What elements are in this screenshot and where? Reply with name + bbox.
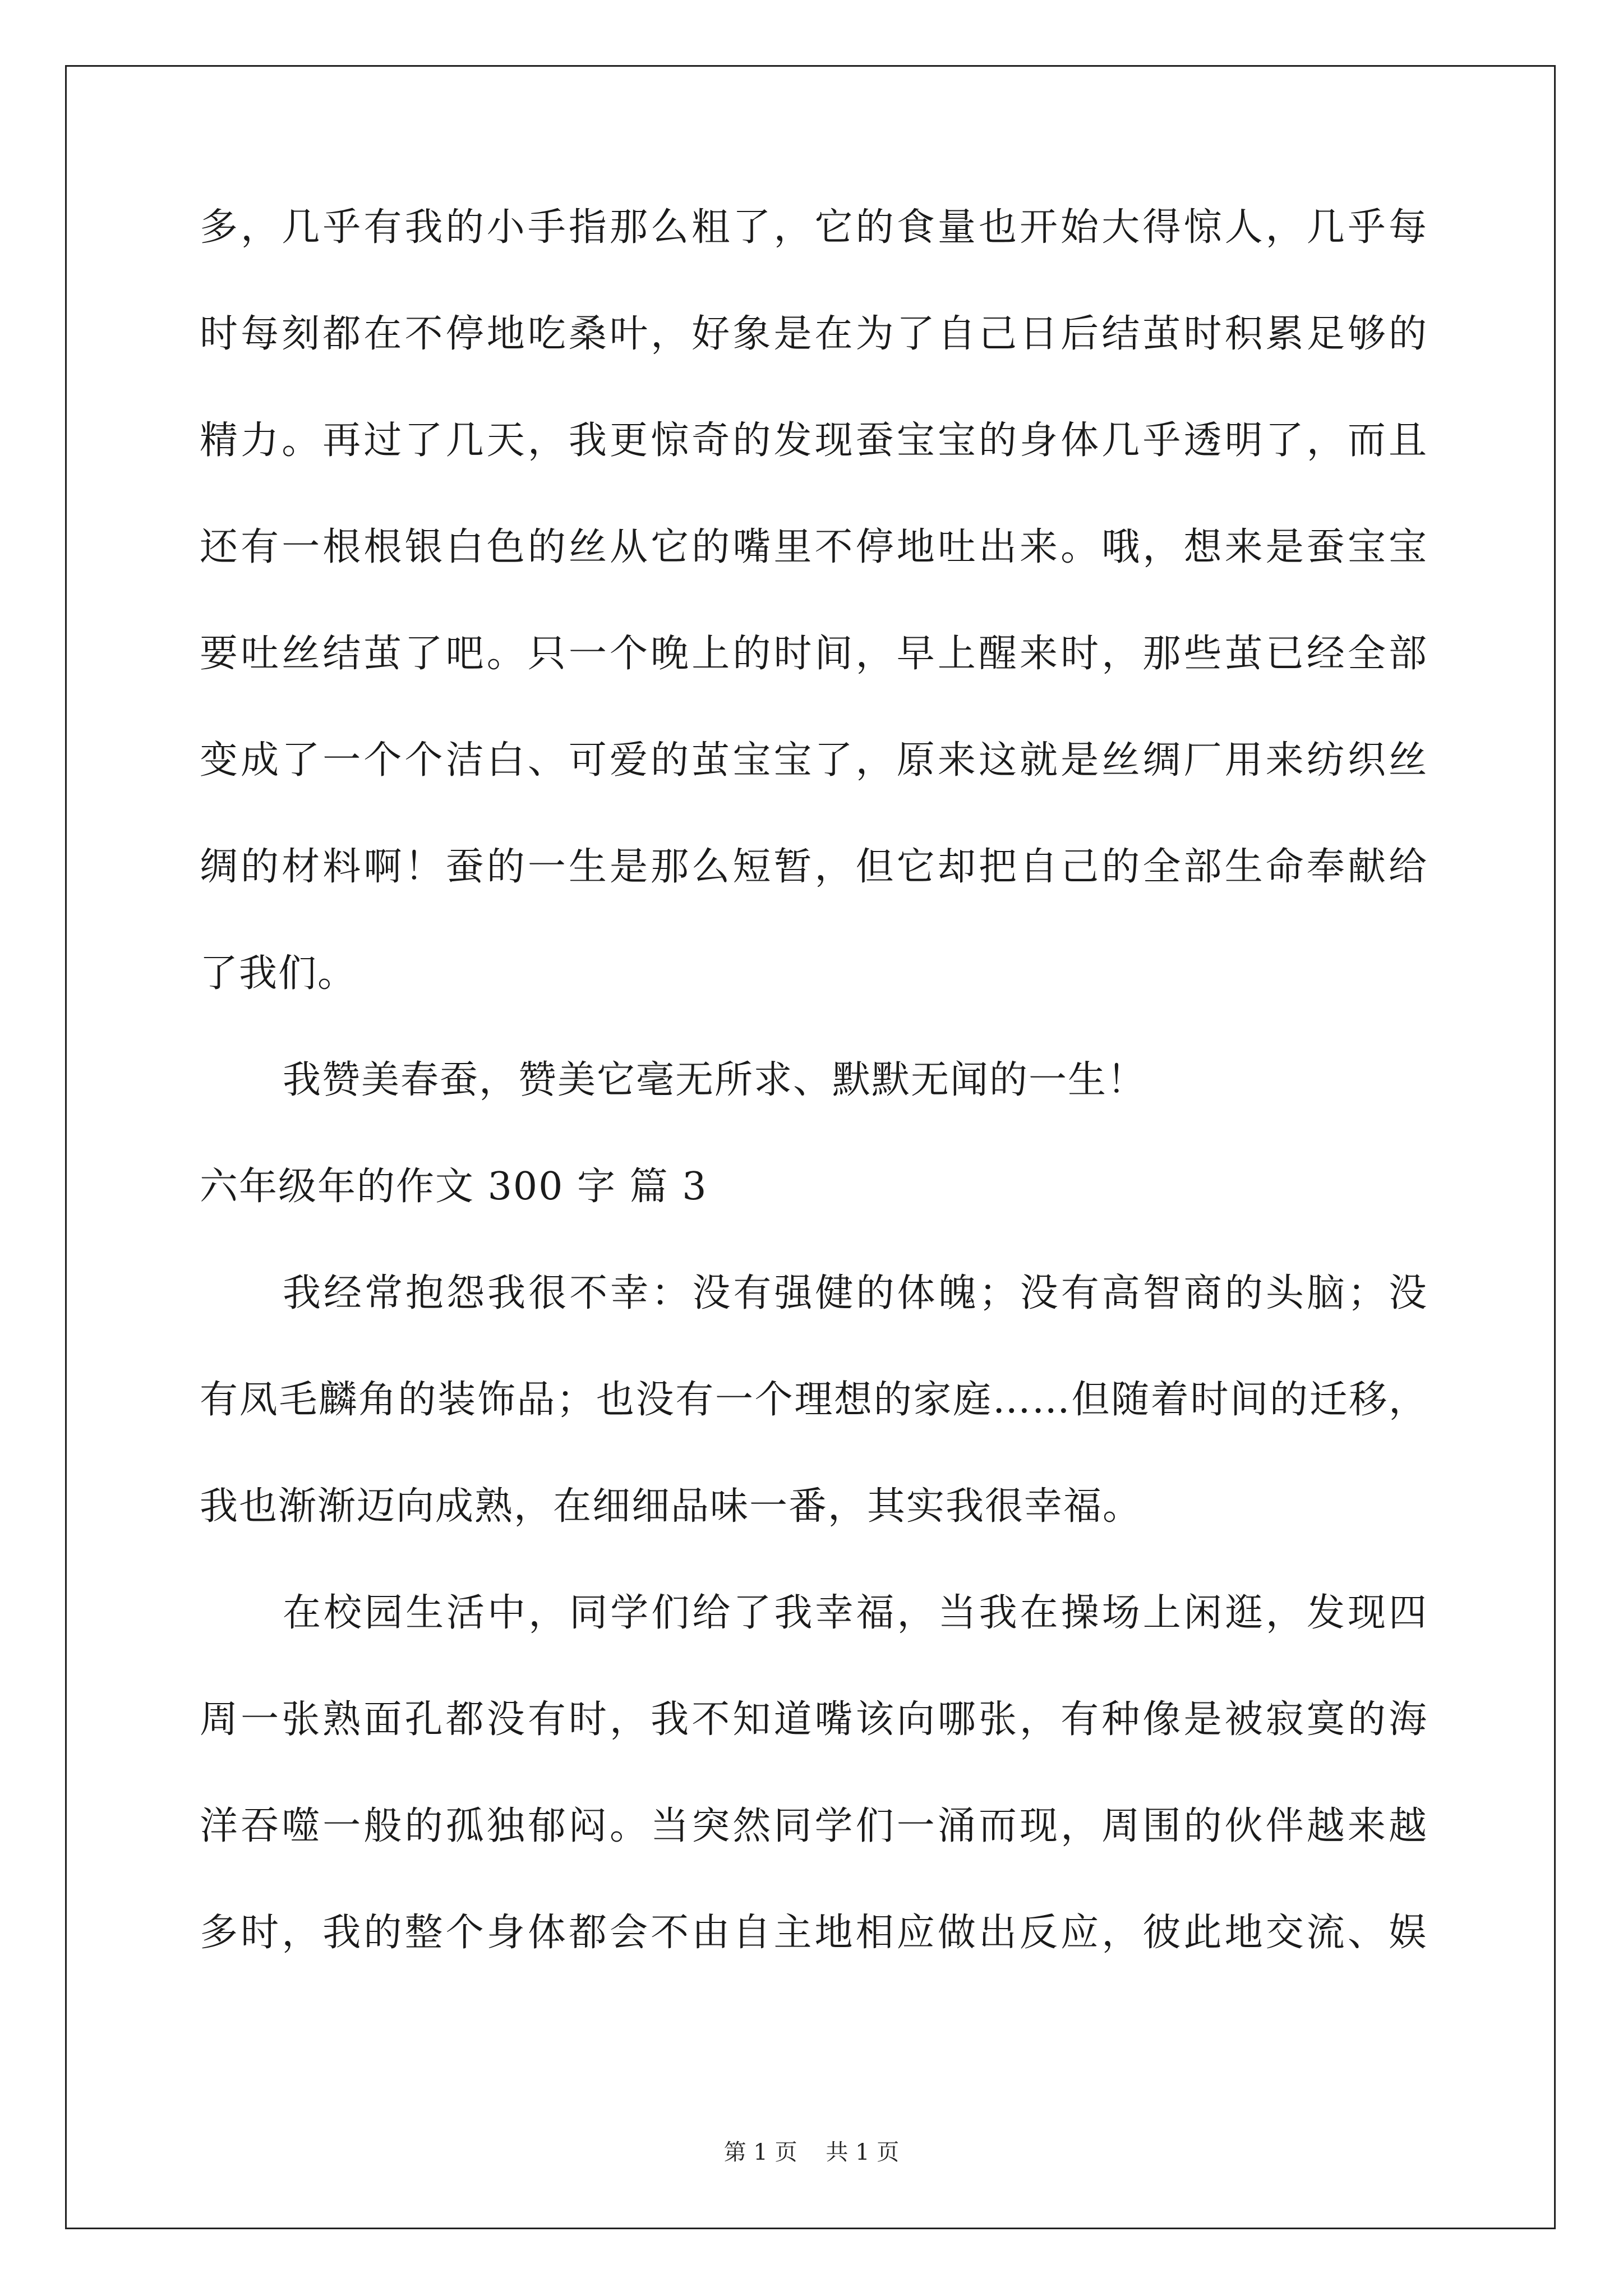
paragraph-line: 精力。再过了几天，我更惊奇的发现蚕宝宝的身体几乎透明了，而且 [200, 418, 1428, 463]
paragraph-line: 变成了一个个洁白、可爱的茧宝宝了，原来这就是丝绸厂用来纺织丝 [200, 738, 1428, 783]
page-border [65, 65, 1556, 2229]
paragraph-line: 多，几乎有我的小手指那么粗了，它的食量也开始大得惊人，几乎每 [200, 205, 1428, 250]
paragraph-line: 了我们。 [200, 951, 357, 996]
paragraph-line: 我经常抱怨我很不幸：没有强健的体魄；没有高智商的头脑；没 [283, 1271, 1428, 1315]
section-heading: 六年级年的作文 300 字 篇 3 [200, 1165, 708, 1209]
page-number-footer: 第 1 页 共 1 页 [723, 2139, 900, 2165]
paragraph-line: 周一张熟面孔都没有时，我不知道嘴该向哪张，有种像是被寂寞的海 [200, 1697, 1428, 1742]
paragraph-line: 还有一根根银白色的丝从它的嘴里不停地吐出来。哦，想来是蚕宝宝 [200, 525, 1428, 569]
paragraph-line: 绸的材料啊！蚕的一生是那么短暂，但它却把自己的全部生命奉献给 [200, 845, 1428, 889]
paragraph-line: 我赞美春蚕，赞美它毫无所求、默默无闻的一生！ [283, 1058, 1147, 1102]
paragraph-line: 时每刻都在不停地吃桑叶，好象是在为了自己日后结茧时积累足够的 [200, 312, 1428, 356]
paragraph-line: 在校园生活中，同学们给了我幸福，当我在操场上闲逛，发现四 [283, 1591, 1428, 1635]
paragraph-line: 洋吞噬一般的孤独郁闷。当突然同学们一涌而现，周围的伙伴越来越 [200, 1804, 1428, 1848]
paragraph-line: 有凤毛麟角的装饰品；也没有一个理想的家庭……但随着时间的迁移， [200, 1378, 1428, 1422]
paragraph-line: 我也渐渐迈向成熟，在细细品味一番，其实我很幸福。 [200, 1484, 1142, 1529]
paragraph-line: 要吐丝结茧了吧。只一个晚上的时间，早上醒来时，那些茧已经全部 [200, 632, 1428, 676]
paragraph-line: 多时，我的整个身体都会不由自主地相应做出反应，彼此地交流、娱 [200, 1911, 1428, 1955]
